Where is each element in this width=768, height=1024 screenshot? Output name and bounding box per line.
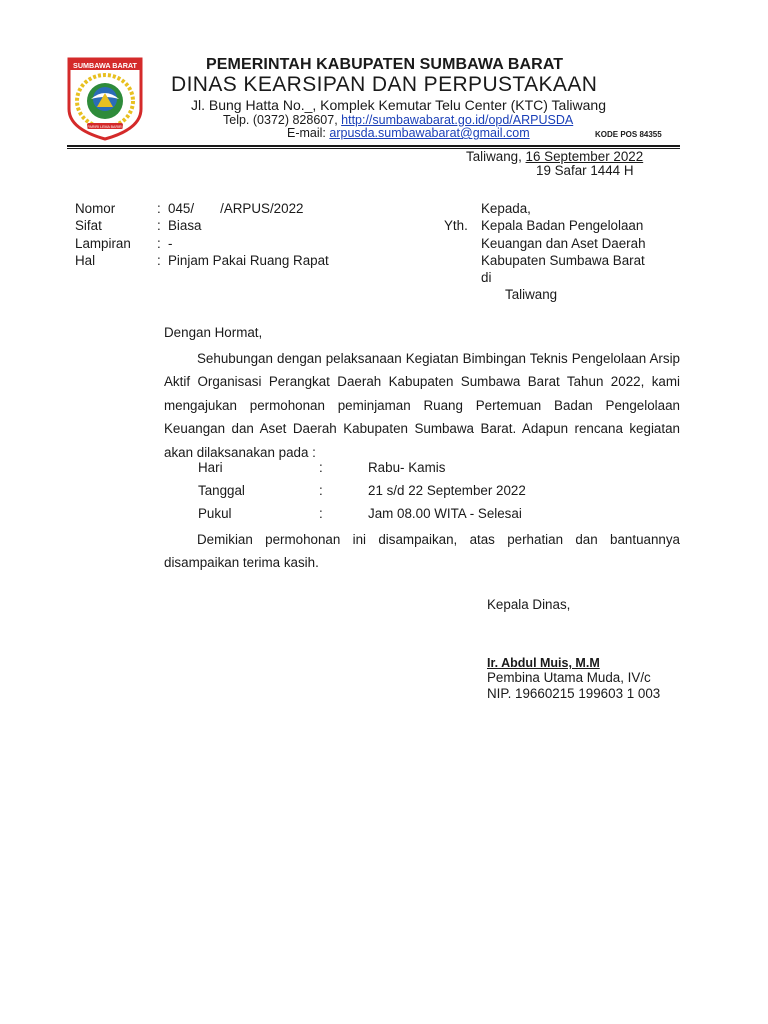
tujuan-line: Keuangan dan Aset Daerah — [481, 236, 646, 251]
email-label: E-mail: — [287, 126, 330, 140]
tujuan-line: Kabupaten Sumbawa Barat — [481, 253, 645, 268]
email-link[interactable]: arpusda.sumbawabarat@gmail.com — [329, 126, 530, 140]
kop-telp — [223, 113, 573, 127]
kode-pos: KODE POS 84355 — [595, 130, 662, 139]
tanggal-surat — [466, 149, 643, 164]
detail-label-tanggal: Tanggal — [198, 483, 245, 498]
meta-value-hal: Pinjam Pakai Ruang Rapat — [168, 253, 329, 268]
detail-colon: : — [319, 506, 323, 521]
paragraf-isi: Sehubungan dengan pelaksanaan Kegiatan Bimbingan Teknis Pengelolaan Arsip Aktif Organisasi Perangkat Daerah Kabupaten Sumbawa Barat Tahun 2022, kami mengajukan permohonan peminjaman Ruang Pertemuan Badan Pengelolaan Keuangan dan Aset Daerah Kabupaten Sumbawa Barat. Adapun rencana kegiatan akan dilaksanakan pada : — [164, 351, 680, 460]
meta-label-hal: Hal — [75, 253, 96, 268]
sumbawa-barat-logo — [67, 57, 143, 141]
meta-value-sifat: Biasa — [168, 218, 202, 233]
meta-label-lampiran: Lampiran — [75, 236, 131, 251]
meta-colon: : — [157, 236, 161, 251]
tanggal-tempat: Taliwang, — [466, 149, 526, 164]
tanggal-hijriah: 19 Safar 1444 H — [536, 163, 634, 178]
meta-label-nomor: Nomor — [75, 201, 116, 216]
meta-label-sifat: Sifat — [75, 218, 102, 233]
meta-colon: : — [157, 218, 161, 233]
kop-email — [287, 126, 530, 140]
detail-value-hari: Rabu- Kamis — [368, 460, 446, 475]
detail-colon: : — [319, 460, 323, 475]
kop-divider-thick — [67, 145, 680, 147]
detail-value-tanggal: 21 s/d 22 September 2022 — [368, 483, 526, 498]
kop-dinas: DINAS KEARSIPAN DAN PERPUSTAKAAN — [171, 73, 598, 96]
telp-text: Telp. (0372) 828607, — [223, 113, 342, 127]
tujuan-line: Kepala Badan Pengelolaan — [481, 218, 644, 233]
tujuan-kepada: Kepada, — [481, 201, 531, 216]
paragraf-penutup: Demikian permohonan ini disampaikan, atas perhatian dan bantuannya disampaikan terima kasih. — [164, 532, 680, 571]
tanggal-masehi: 16 September 2022 — [525, 149, 644, 164]
detail-colon: : — [319, 483, 323, 498]
meta-value-nomor: 045/ /ARPUS/2022 — [168, 201, 304, 216]
svg-text:SUMBAWA BARAT: SUMBAWA BARAT — [73, 61, 137, 70]
meta-value-lampiran: - — [168, 236, 173, 251]
salam-pembuka: Dengan Hormat, — [164, 325, 263, 340]
ttd-nama: Ir. Abdul Muis, M.M — [487, 656, 600, 670]
detail-value-pukul: Jam 08.00 WITA - Selesai — [368, 506, 522, 521]
website-link[interactable]: http://sumbawabarat.go.id/opd/ARPUSDA — [341, 113, 574, 127]
ttd-jabatan: Kepala Dinas, — [487, 597, 571, 612]
kop-pemerintah: PEMERINTAH KABUPATEN SUMBAWA BARAT — [206, 56, 564, 73]
kop-alamat: Jl. Bung Hatta No._, Komplek Kemutar Telu Center (KTC) Taliwang — [191, 97, 607, 113]
tujuan-line: di — [481, 270, 492, 285]
detail-label-pukul: Pukul — [198, 506, 232, 521]
tujuan-kota: Taliwang — [505, 287, 558, 302]
svg-text:PARIRI LEMA BARIRI: PARIRI LEMA BARIRI — [87, 125, 123, 129]
meta-colon: : — [157, 201, 161, 216]
detail-label-hari: Hari — [198, 460, 223, 475]
ttd-nip: NIP. 19660215 199603 1 003 — [487, 686, 661, 701]
tujuan-yth: Yth. — [444, 218, 468, 233]
meta-colon: : — [157, 253, 161, 268]
ttd-pangkat: Pembina Utama Muda, IV/c — [487, 670, 651, 685]
